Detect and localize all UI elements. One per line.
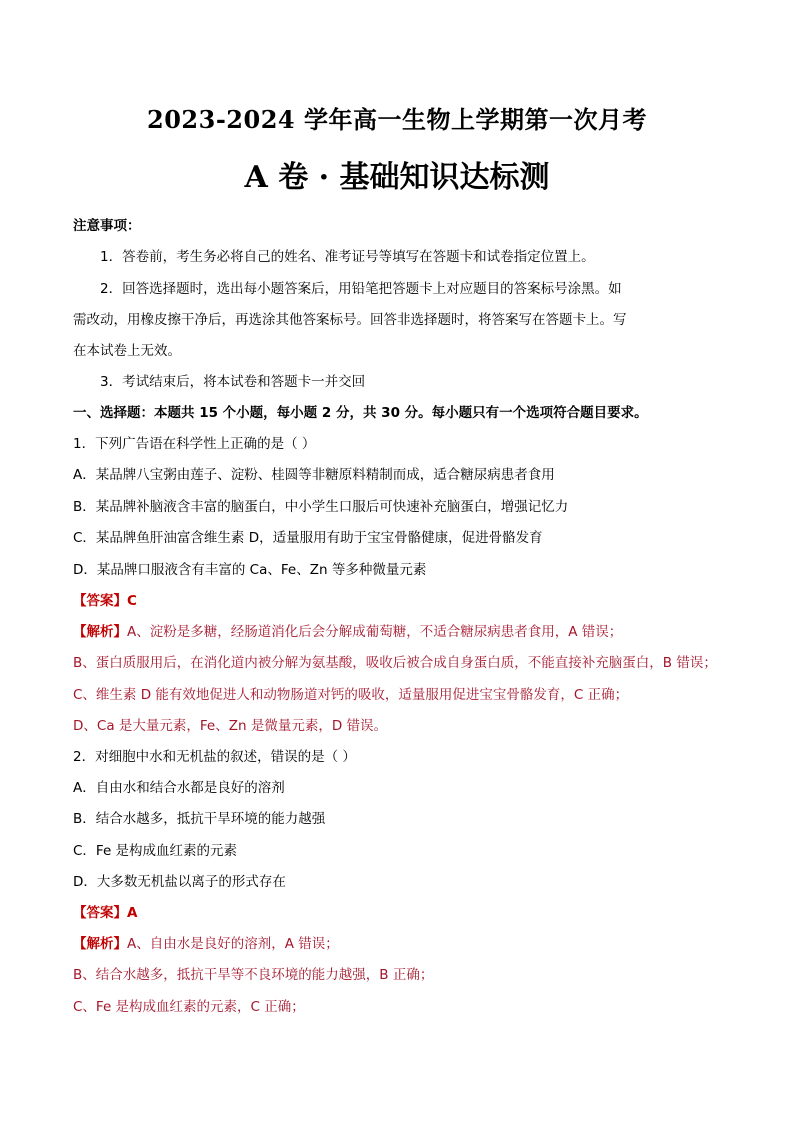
q1-answer <box>73 591 137 611</box>
q2-analysis-line-1 <box>73 934 339 954</box>
q2-option-c: C．Fe 是构成血红素的元素 <box>73 843 238 859</box>
exam-subtitle: A 卷 · 基础知识达标测 <box>244 160 550 195</box>
q2-analysis-line-2: B、结合水越多，抵抗干旱等不良环境的能力越强，B 正确； <box>73 967 434 983</box>
q1-analysis-line-3: C、维生素 D 能有效地促进人和动物肠道对钙的吸收，适量服用促进宝宝骨骼发育，C 正确； <box>73 687 629 703</box>
notice-item-1: 1．答卷前，考生务必将自己的姓名、准考证号等填写在答题卡和试卷指定位置上。 <box>100 249 595 265</box>
q2-stem: 2．对细胞中水和无机盐的叙述，错误的是（ ） <box>73 749 356 765</box>
q1-option-a: A．某品牌八宝粥由莲子、淀粉、桂圆等非糖原料精制而成，适合糖尿病患者食用 <box>73 467 555 483</box>
analysis-label: 【解析】 <box>73 936 127 952</box>
q1-option-d: D．某品牌口服液含有丰富的 Ca、Fe、Zn 等多种微量元素 <box>73 562 427 578</box>
q1-analysis-line-4: D、Ca 是大量元素，Fe、Zn 是微量元素，D 错误。 <box>73 718 387 734</box>
notice-item-3: 3．考试结束后，将本试卷和答题卡一并交回 <box>100 374 366 390</box>
answer-value: C <box>127 593 137 609</box>
notice-item-2-line-1: 2．回答选择题时，选出每小题答案后，用铅笔把答题卡上对应题目的答案标号涂黑。如 <box>100 281 622 297</box>
q1-option-c: C．某品牌鱼肝油富含维生素 D，适量服用有助于宝宝骨骼健康，促进骨骼发育 <box>73 530 543 546</box>
answer-value: A <box>127 905 138 921</box>
exam-title: 2023-2024 学年高一生物上学期第一次月考 <box>147 105 647 134</box>
answer-label: 【答案】 <box>73 905 127 921</box>
q1-analysis-line-1 <box>73 622 622 642</box>
q2-option-b: B．结合水越多，抵抗干旱环境的能力越强 <box>73 811 326 827</box>
notice-heading: 注意事项： <box>73 218 141 234</box>
q2-analysis-line-3: C、Fe 是构成血红素的元素，C 正确； <box>73 999 305 1015</box>
q2-option-d: D．大多数无机盐以离子的形式存在 <box>73 874 286 890</box>
q1-option-b: B．某品牌补脑液含丰富的脑蛋白，中小学生口服后可快速补充脑蛋白，增强记忆力 <box>73 499 569 515</box>
section-heading: 一、选择题：本题共 15 个小题，每小题 2 分，共 30 分。每小题只有一个选项符合题目要求。 <box>73 405 648 421</box>
notice-item-2-line-2: 需改动，用橡皮擦干净后，再选涂其他答案标号。回答非选择题时，将答案写在答题卡上。写 <box>73 312 627 328</box>
q2-option-a: A．自由水和结合水都是良好的溶剂 <box>73 780 285 796</box>
q2-answer <box>73 903 137 923</box>
analysis-text: A、自由水是良好的溶剂，A 错误； <box>127 936 339 952</box>
analysis-label: 【解析】 <box>73 624 127 640</box>
analysis-text: A、淀粉是多糖，经肠道消化后会分解成葡萄糖，不适合糖尿病患者食用，A 错误； <box>127 624 623 640</box>
notice-item-2-line-3: 在本试卷上无效。 <box>73 343 181 359</box>
q1-stem: 1．下列广告语在科学性上正确的是（ ） <box>73 436 316 452</box>
q1-analysis-line-2: B、蛋白质服用后，在消化道内被分解为氨基酸，吸收后被合成自身蛋白质，不能直接补充脑蛋白，B 错误； <box>73 655 717 671</box>
answer-label: 【答案】 <box>73 593 127 609</box>
